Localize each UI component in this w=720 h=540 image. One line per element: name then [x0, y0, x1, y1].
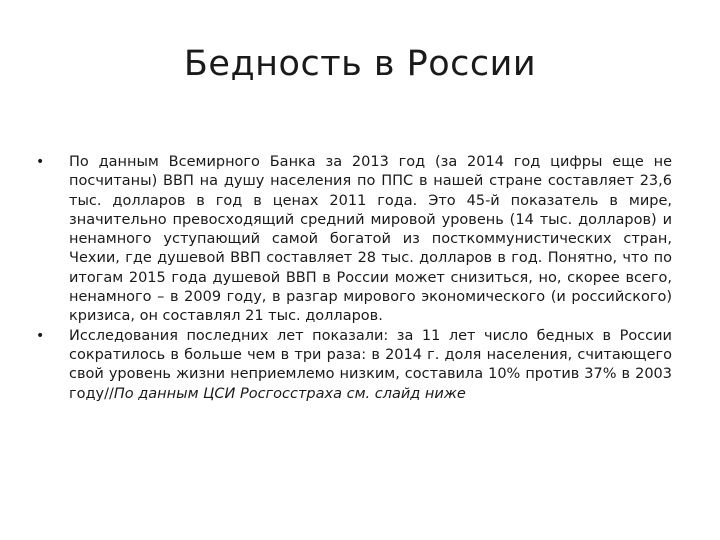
bullet-source-note: По данным ЦСИ Росгосстраха см. слайд ниже — [113, 385, 466, 402]
bullet-list — [36, 153, 672, 404]
slide-title: Бедность в России — [183, 44, 537, 84]
bullet-text: Исследования последних лет показали: за 11 лет число бедных в России сократилось в больше чем в три раза: в 2014 г. доля населения, считающего свой уровень жизни неприемлемо низким, составила 10% против 37% в 2003 году// — [69, 327, 672, 402]
bullet-item-gdp — [36, 153, 672, 327]
bullet-marker: • — [36, 327, 45, 344]
bullet-marker: • — [36, 154, 45, 170]
bullet-item-poverty — [36, 327, 672, 404]
bullet-text: По данным Всемирного Банка за 2013 год (за 2014 год цифры еще не посчитаны) ВВП на душу населения по ППС в нашей стране составляет 23,6 тыс. долларов в год в ценах 2011 года. Это 45-й показатель в мире, значительно превосходящий средний мировой уровень (14 тыс. долларов) и ненамного уступающий самой богатой из посткоммунистических стран, Чехии, где душевой ВВП составляет 28 тыс. долларов в год. Понятно, что по итогам 2015 года душевой ВВП в России может снизиться, но, скорее всего, ненамного – в 2009 году, в разгар мирового экономического (и российского) кризиса, он составлял 21 тыс. долларов. — [69, 154, 672, 325]
